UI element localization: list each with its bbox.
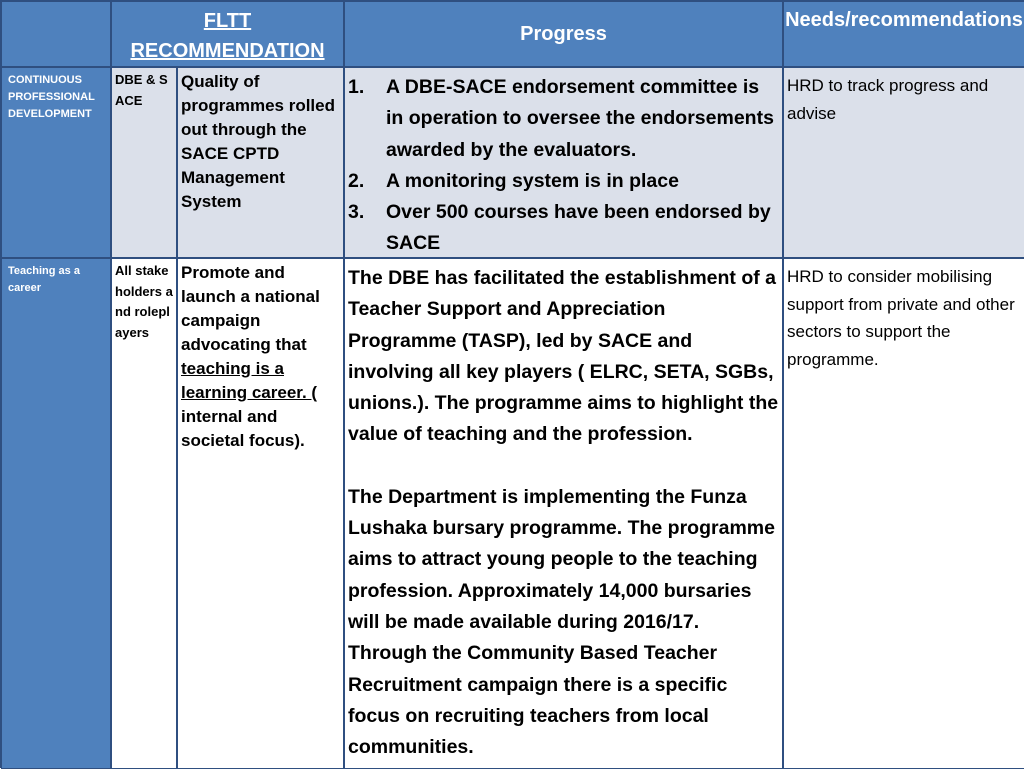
area-label: Teaching as a career [1,258,111,769]
progress-item: 1. A DBE-SACE endorsement committee is in operation to oversee the endorsements awarded by the evaluators. [348,76,774,161]
area-label: CONTINUOUS PROFESSIONAL DEVELOPMENT [1,67,111,258]
recommendation-text: Quality of programmes rolled out through the SACE CPTD Management System [177,67,344,258]
header-fltt-recommendation [111,1,344,67]
header-fltt-line1: FLTT [203,10,252,32]
progress-cell [344,258,783,769]
header-corner [1,1,111,67]
progress-item: 3. Over 500 courses have been endorsed by SACE [348,201,771,255]
header-fltt-line2: RECOMMENDATION [130,40,325,62]
progress-paragraph: The DBE has facilitated the establishment of a Teacher Support and Appreciation Programme (TASP), led by SACE and involving all key players ( ELRC, SETA, SGBs, unions.). The programme aims to highlight the value of teaching and the profession. [348,267,779,446]
header-needs-recommendations: Needs/recommendations [783,1,1024,67]
responsible-party: All stakeholders and roleplayers [111,258,177,769]
recommendation-text: Promote and launch a national campaign advocating that teaching is a learning career. ( internal and societal focus). [177,258,344,769]
responsible-party: DBE & SACE [111,67,177,258]
progress-paragraph: The Department is implementing the Funza Lushaka bursary programme. The programme aims to attract young people to the teaching profession. Approximately 14,000 bursaries will be made available during 2016/17. Through the Community Based Teacher Recruitment campaign there is a specific focus on recruiting teachers from local communities. [348,485,775,759]
progress-cell [344,67,783,258]
recommendation-underlined: teaching is a learning career. ( [181,359,318,402]
needs-text: HRD to consider mobilising support from private and other sectors to support the programme. [783,258,1024,769]
header-progress: Progress [344,1,783,67]
progress-list [348,72,779,258]
needs-text: HRD to track progress and advise [783,67,1024,258]
progress-item: 2. A monitoring system is in place [348,169,679,192]
